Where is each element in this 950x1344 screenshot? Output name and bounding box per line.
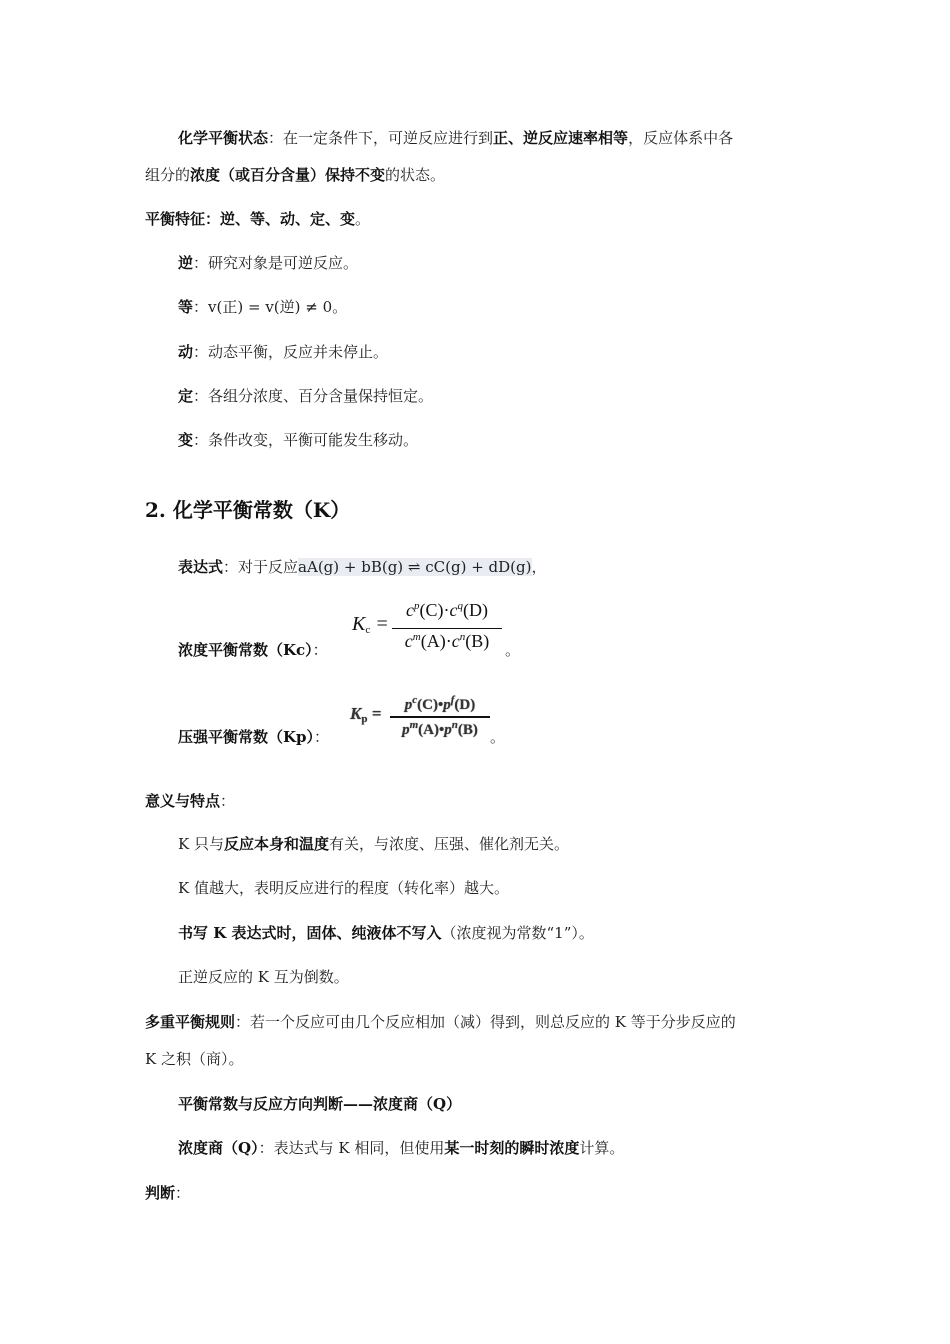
features-title	[145, 209, 370, 229]
feature-item	[178, 430, 418, 450]
text: ，反应体系中各	[628, 129, 734, 147]
period: 。	[355, 210, 371, 228]
formula-symbol: K	[350, 704, 362, 723]
multi-rule-line2: K 之积（商）。	[145, 1050, 244, 1068]
expression-line	[178, 557, 547, 577]
reaction-equation: aA(g) + bB(g) ⇌ cC(g) + dD(g)	[298, 558, 532, 576]
section-heading: 2. 化学平衡常数（K）	[145, 498, 351, 522]
colon: ：	[223, 558, 239, 576]
text: 在一定条件下，可逆反应进行到	[283, 129, 494, 147]
bold-text: 浓度（或百分含量）保持不变	[190, 166, 386, 184]
feature-key: 定	[178, 387, 194, 405]
equilibrium-state-line1	[178, 128, 733, 148]
kc-formula	[348, 598, 521, 660]
colon: ：	[220, 792, 236, 810]
colon: ：	[193, 254, 209, 272]
feature-item	[178, 297, 347, 317]
q-definition	[178, 1138, 624, 1158]
text: K 只与	[178, 835, 224, 853]
text: 有关，与浓度、压强、催化剂无关。	[329, 835, 570, 853]
expression-label: 表达式	[178, 558, 224, 576]
colon: ：	[312, 641, 328, 659]
feature-text: 研究对象是可逆反应。	[208, 254, 359, 272]
kp-numerator: $p^c(C)•p^f(D)$	[404, 694, 476, 713]
fraction-bar	[390, 716, 490, 718]
meaning-line: 正逆反应的 K 互为倒数。	[178, 968, 349, 986]
kc-numerator: $c^p(C)\cdot c^q(D)$	[406, 600, 488, 620]
meaning-title-text: 意义与特点	[145, 792, 221, 810]
feature-key: 动	[178, 343, 194, 361]
colon: ：	[235, 1013, 251, 1031]
formula-subscript: c	[365, 624, 371, 636]
formula-subscript: p	[361, 713, 368, 725]
feature-text: 各组分浓度、百分含量保持恒定。	[208, 387, 434, 405]
colon: ：	[314, 728, 330, 746]
kc-label: 浓度平衡常数（Kc）	[178, 641, 313, 659]
meaning-line	[178, 834, 569, 854]
period: 。	[490, 728, 506, 746]
multi-rule-line1	[145, 1012, 736, 1032]
text: （浓度视为常数“1”）。	[441, 924, 594, 942]
colon: ：	[175, 1184, 191, 1202]
feature-item	[178, 342, 388, 362]
feature-item	[178, 386, 433, 406]
text: 计算。	[579, 1139, 625, 1157]
comma: ，	[531, 558, 547, 576]
kc-formula-lhs: $K_c$ =	[352, 613, 389, 636]
features-title-text: 平衡特征：逆、等、动、定、变	[145, 210, 356, 228]
feature-text: 动态平衡，反应并未停止。	[208, 343, 389, 361]
kp-denominator: $p^m(A)•p^n(B)$	[402, 719, 478, 738]
bold-text: 某一时刻的瞬时浓度	[444, 1139, 580, 1157]
fraction-bar	[392, 628, 502, 629]
kc-denominator: $c^m(A)\cdot c^n(B)$	[404, 631, 490, 651]
text: 表达式与 K 相同，但使用	[273, 1139, 445, 1157]
colon: ：	[193, 343, 209, 361]
bold-text: 正、逆反应速率相等	[493, 129, 629, 147]
feature-text: v(正) = v(逆) ≠ 0。	[208, 298, 348, 316]
kc-label-line	[178, 640, 328, 660]
q-heading-text: 平衡常数与反应方向判断——浓度商（Q）	[178, 1095, 462, 1113]
colon: ：	[258, 1139, 274, 1157]
equilibrium-state-line2	[145, 165, 445, 185]
bold-text: 反应本身和温度	[223, 835, 329, 853]
meaning-line	[178, 923, 594, 943]
judge-label	[145, 1183, 190, 1203]
kp-label-line	[178, 727, 329, 747]
feature-item	[178, 253, 358, 273]
text: 的状态。	[385, 166, 446, 184]
formula-symbol: K	[352, 613, 366, 635]
colon: ：	[193, 387, 209, 405]
q-heading	[178, 1094, 461, 1114]
text: 若一个反应可由几个反应相加（减）得到，则总反应的 K 等于分步反应的	[250, 1013, 736, 1031]
meaning-title	[145, 791, 235, 811]
kp-formula	[350, 692, 500, 744]
text: 组分的	[145, 166, 191, 184]
feature-text: 条件改变，平衡可能发生移动。	[208, 431, 419, 449]
colon: ：	[193, 298, 209, 316]
feature-key: 逆	[178, 254, 194, 272]
text: 对于反应	[238, 558, 299, 576]
feature-key: 变	[178, 431, 194, 449]
colon: ：	[193, 431, 209, 449]
colon: ：	[268, 129, 284, 147]
feature-key: 等	[178, 298, 194, 316]
meaning-line: K 值越大，表明反应进行的程度（转化率）越大。	[178, 879, 509, 897]
kp-formula-lhs: $K_p$ =	[350, 704, 382, 725]
q-label: 浓度商（Q）	[178, 1139, 259, 1157]
equilibrium-state-term: 化学平衡状态	[178, 129, 269, 147]
bold-text: 书写 K 表达式时，固体、纯液体不写入	[178, 924, 442, 942]
judge-label-text: 判断	[145, 1184, 176, 1202]
kp-label: 压强平衡常数（Kp）	[178, 728, 315, 746]
multi-rule-title: 多重平衡规则	[145, 1013, 236, 1031]
period: 。	[505, 641, 521, 659]
